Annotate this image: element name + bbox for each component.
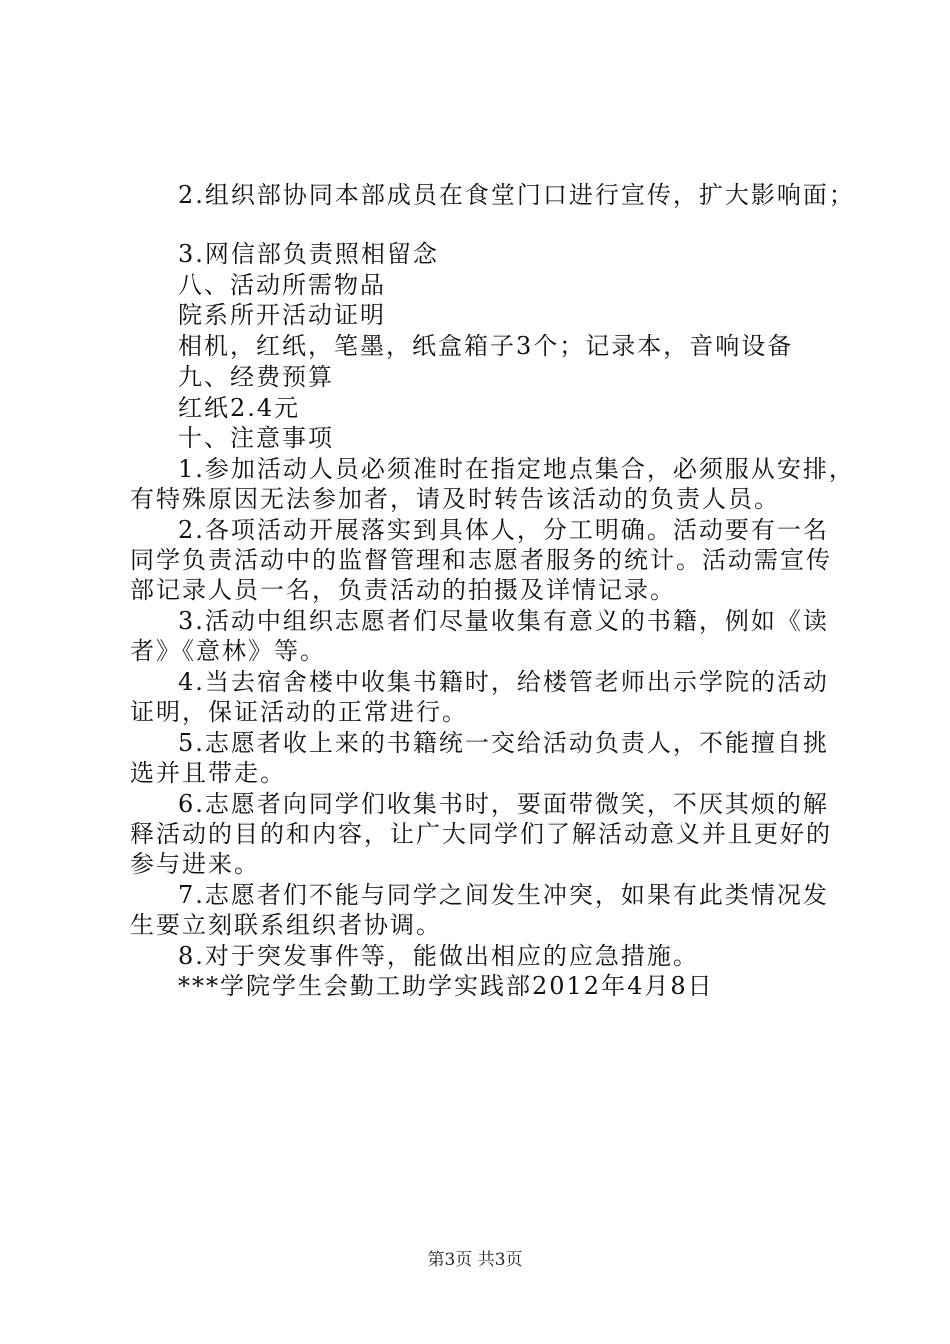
paragraph-line: 红纸2.4元 xyxy=(178,394,301,422)
list-item-line: 同学负责活动中的监督管理和志愿者服务的统计。活动需宣传 xyxy=(130,546,832,574)
list-item-line: 释活动的目的和内容，让广大同学们了解活动意义并且更好的 xyxy=(130,820,832,848)
section-heading: 十、注意事项 xyxy=(178,424,334,452)
list-item-line: 3.活动中组织志愿者们尽量收集有意义的书籍，例如《读 xyxy=(178,607,829,635)
list-item-line: 4.当去宿舍楼中收集书籍时，给楼管老师出示学院的活动 xyxy=(178,668,829,696)
paragraph-line: 3.网信部负责照相留念 xyxy=(178,240,439,268)
list-item-line: 7.志愿者们不能与同学之间发生冲突，如果有此类情况发 xyxy=(178,881,829,909)
paragraph-line: 2.组织部协同本部成员在食堂门口进行宣传，扩大影响面； xyxy=(178,181,855,209)
list-item-line: 选并且带走。 xyxy=(130,759,286,787)
list-item-line: 部记录人员一名，负责活动的拍摄及详情记录。 xyxy=(130,576,676,604)
list-item-line: 证明，保证活动的正常进行。 xyxy=(130,698,468,726)
page-footer: 第3页 共3页 xyxy=(427,1250,523,1270)
signature-line: ***学院学生会勤工助学实践部2012年4月8日 xyxy=(178,972,714,1000)
list-item-line: 1.参加活动人员必须准时在指定地点集合，必须服从安排， xyxy=(178,455,855,483)
section-heading: 八、活动所需物品 xyxy=(178,271,386,299)
list-item-line: 2.各项活动开展落实到具体人，分工明确。活动要有一名 xyxy=(178,516,829,544)
list-item-line: 5.志愿者收上来的书籍统一交给活动负责人，不能擅自挑 xyxy=(178,729,829,757)
list-item-line: 者》《意林》等。 xyxy=(130,637,326,665)
paragraph-line: 相机，红纸，笔墨，纸盒箱子3个；记录本，音响设备 xyxy=(178,332,794,360)
list-item-line: 参与进来。 xyxy=(130,850,260,878)
list-item-line: 8.对于突发事件等，能做出相应的应急措施。 xyxy=(178,942,699,970)
paragraph-line: 院系所开活动证明 xyxy=(178,301,386,329)
section-heading: 九、经费预算 xyxy=(178,363,334,391)
list-item-line: 6.志愿者向同学们收集书时，要面带微笑，不厌其烦的解 xyxy=(178,790,829,818)
list-item-line: 生要立刻联系组织者协调。 xyxy=(130,911,442,939)
list-item-line: 有特殊原因无法参加者，请及时转告该活动的负责人员。 xyxy=(130,485,780,513)
